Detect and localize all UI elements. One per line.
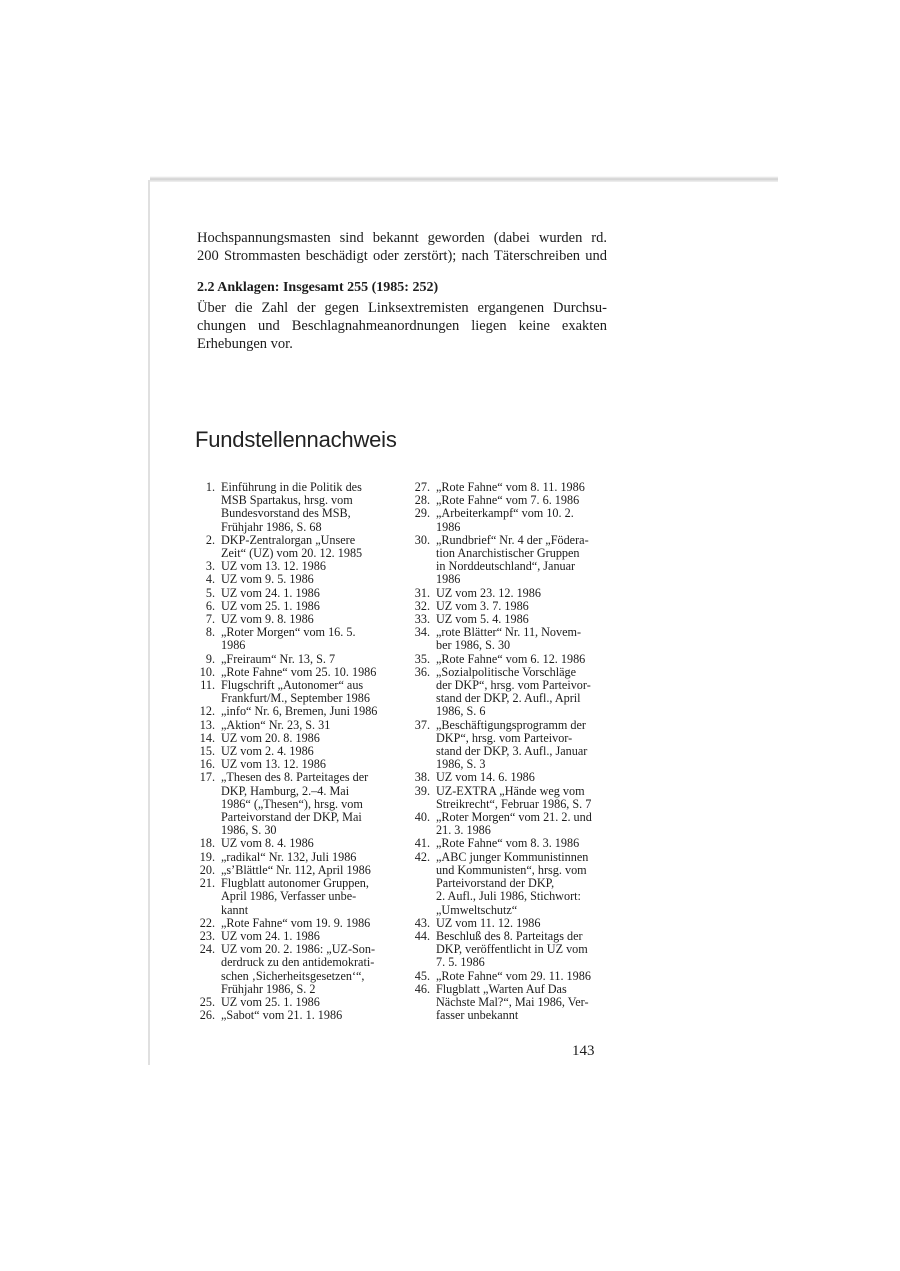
reference-number: 1.: [205, 480, 215, 494]
reference-item: [408, 771, 608, 784]
reference-item: [408, 626, 608, 652]
scan-edge-left: [148, 180, 150, 1065]
reference-text: [436, 851, 608, 917]
reference-item: [408, 719, 608, 772]
reference-number: 6.: [205, 598, 215, 613]
reference-line: UZ-EXTRA „Hände weg vom: [436, 783, 585, 798]
reference-text: [436, 930, 608, 970]
reference-text: [221, 719, 393, 732]
reference-line: Frühjahr 1986, S. 2: [221, 981, 316, 996]
reference-line: „Sozialpolitische Vorschläge: [436, 664, 577, 679]
reference-line: MSB Spartakus, hrsg. vom: [221, 493, 353, 508]
reference-text: [436, 785, 608, 811]
reference-text: [221, 679, 393, 705]
reference-item: [408, 534, 608, 587]
reference-text: [221, 917, 393, 930]
reference-line: stand der DKP, 3. Aufl., Januar: [436, 744, 588, 759]
reference-number: 13.: [199, 717, 215, 732]
reference-line: „radikal“ Nr. 132, Juli 1986: [221, 849, 357, 864]
reference-number: 39.: [414, 783, 430, 798]
body-line: Über die Zahl der gegen Linksextremisten ergangenen Durchsu-: [197, 300, 607, 316]
reference-line: 2. Aufl., Juli 1986, Stichwort:: [436, 889, 581, 904]
reference-line: und Kommunisten“, hrsg. vom: [436, 862, 587, 877]
reference-line: stand der DKP, 2. Aufl., April: [436, 691, 581, 706]
reference-line: UZ vom 23. 12. 1986: [436, 585, 541, 600]
reference-text: [436, 534, 608, 587]
reference-line: „Umweltschutz“: [436, 902, 518, 917]
reference-line: schen ‚Sicherheitsgesetzen‘“,: [221, 968, 365, 983]
references-column-right: [408, 481, 608, 1022]
reference-line: UZ vom 24. 1. 1986: [221, 585, 320, 600]
reference-line: UZ vom 20. 2. 1986: „UZ-Son-: [221, 942, 376, 957]
reference-line: „ABC junger Kommunistinnen: [436, 849, 589, 864]
reference-item: [193, 1009, 393, 1022]
reference-line: Beschluß des 8. Parteitags der: [436, 928, 583, 943]
reference-text: [221, 943, 393, 996]
reference-line: DKP, Hamburg, 2.–4. Mai: [221, 783, 350, 798]
reference-number: 42.: [414, 849, 430, 864]
reference-number: 32.: [414, 598, 430, 613]
reference-item: [193, 917, 393, 930]
scan-edge-top: [150, 176, 778, 182]
reference-line: „s’Blättle“ Nr. 112, April 1986: [221, 862, 371, 877]
reference-line: Flugschrift „Autonomer“ aus: [221, 678, 364, 693]
reference-number: 14.: [199, 730, 215, 745]
reference-number: 16.: [199, 757, 215, 772]
reference-line: „Rote Fahne“ vom 29. 11. 1986: [436, 968, 591, 983]
reference-number: 23.: [199, 928, 215, 943]
reference-line: 1986: [436, 519, 461, 534]
reference-item: [408, 507, 608, 533]
reference-number: 37.: [414, 717, 430, 732]
reference-text: [221, 877, 393, 917]
reference-number: 31.: [414, 585, 430, 600]
reference-line: tion Anarchistischer Gruppen: [436, 546, 580, 561]
reference-line: 1986, S. 3: [436, 757, 486, 772]
reference-number: 22.: [199, 915, 215, 930]
reference-line: UZ vom 24. 1. 1986: [221, 928, 320, 943]
reference-number: 7.: [205, 612, 215, 627]
reference-number: 17.: [199, 770, 215, 785]
reference-line: UZ vom 20. 8. 1986: [221, 730, 320, 745]
reference-number: 8.: [205, 625, 215, 640]
intro-line: 200 Strommasten beschädigt oder zerstört); nach Täterschreiben und: [197, 248, 607, 264]
reference-line: UZ vom 13. 12. 1986: [221, 757, 326, 772]
reference-item: [193, 534, 393, 560]
reference-line: kannt: [221, 902, 249, 917]
reference-number: 15.: [199, 744, 215, 759]
reference-number: 36.: [414, 664, 430, 679]
reference-text: [436, 837, 608, 850]
reference-number: 21.: [199, 876, 215, 891]
reference-item: [193, 481, 393, 534]
reference-line: „Thesen des 8. Parteitages der: [221, 770, 369, 785]
body-line: Erhebungen vor.: [197, 336, 293, 352]
reference-number: 26.: [199, 1008, 215, 1023]
reference-line: Bundesvorstand des MSB,: [221, 506, 351, 521]
reference-line: Zeit“ (UZ) vom 20. 12. 1985: [221, 546, 363, 561]
reference-line: Parteivorstand der DKP, Mai: [221, 810, 362, 825]
reference-number: 38.: [414, 770, 430, 785]
reference-number: 35.: [414, 651, 430, 666]
references-column-left: [193, 481, 393, 1022]
reference-line: der DKP“, hrsg. vom Parteivor-: [436, 678, 591, 693]
reference-line: UZ vom 3. 7. 1986: [436, 598, 529, 613]
reference-line: UZ vom 14. 6. 1986: [436, 770, 535, 785]
reference-text: [436, 970, 608, 983]
reference-item: [408, 917, 608, 930]
reference-item: [193, 851, 393, 864]
reference-text: [436, 666, 608, 719]
reference-number: 3.: [205, 559, 215, 574]
reference-item: [408, 653, 608, 666]
reference-line: „Rote Fahne“ vom 25. 10. 1986: [221, 664, 377, 679]
reference-text: [436, 653, 608, 666]
reference-item: [408, 970, 608, 983]
reference-line: UZ vom 11. 12. 1986: [436, 915, 541, 930]
reference-line: 1986, S. 6: [436, 704, 486, 719]
reference-number: 41.: [414, 836, 430, 851]
reference-number: 9.: [205, 651, 215, 666]
reference-number: 28.: [414, 493, 430, 508]
reference-number: 11.: [200, 678, 215, 693]
reference-line: Flugblatt autonomer Gruppen,: [221, 876, 369, 891]
reference-number: 20.: [199, 862, 215, 877]
reference-text: [221, 851, 393, 864]
reference-line: „Beschäftigungsprogramm der: [436, 717, 586, 732]
reference-line: „Rote Fahne“ vom 6. 12. 1986: [436, 651, 586, 666]
reference-line: fasser unbekannt: [436, 1008, 519, 1023]
reference-number: 5.: [205, 585, 215, 600]
reference-item: [193, 877, 393, 917]
reference-line: „Rote Fahne“ vom 8. 3. 1986: [436, 836, 580, 851]
reference-line: „Sabot“ vom 21. 1. 1986: [221, 1008, 343, 1023]
reference-line: UZ vom 9. 8. 1986: [221, 612, 314, 627]
reference-line: Frühjahr 1986, S. 68: [221, 519, 322, 534]
body-paragraph: [197, 299, 607, 353]
reference-line: „Arbeiterkampf“ vom 10. 2.: [436, 506, 574, 521]
reference-line: Nächste Mal?“, Mai 1986, Ver-: [436, 994, 589, 1009]
reference-item: [193, 705, 393, 718]
reference-text: [221, 534, 393, 560]
reference-text: [436, 626, 608, 652]
reference-item: [408, 587, 608, 600]
reference-line: „Roter Morgen“ vom 21. 2. und: [436, 810, 592, 825]
reference-line: UZ vom 2. 4. 1986: [221, 744, 314, 759]
reference-item: [193, 587, 393, 600]
reference-line: in Norddeutschland“, Januar: [436, 559, 576, 574]
reference-line: „Rote Fahne“ vom 7. 6. 1986: [436, 493, 580, 508]
reference-number: 2.: [205, 532, 215, 547]
reference-text: [221, 626, 393, 652]
body-line: chungen und Beschlagnahmeanordnungen liegen keine exakten: [197, 318, 607, 334]
reference-number: 12.: [199, 704, 215, 719]
reference-item: [193, 837, 393, 850]
reference-text: [221, 573, 393, 586]
reference-item: [408, 666, 608, 719]
reference-item: [193, 626, 393, 652]
reference-text: [221, 705, 393, 718]
reference-line: „Freiraum“ Nr. 13, S. 7: [221, 651, 336, 666]
reference-line: Flugblatt „Warten Auf Das: [436, 981, 567, 996]
reference-line: April 1986, Verfasser unbe-: [221, 889, 357, 904]
reference-text: [221, 837, 393, 850]
reference-line: Frankfurt/M., September 1986: [221, 691, 370, 706]
reference-number: 34.: [414, 625, 430, 640]
page-number: 143: [572, 1043, 595, 1059]
reference-line: „Roter Morgen“ vom 16. 5.: [221, 625, 356, 640]
reference-item: [193, 719, 393, 732]
reference-line: Einführung in die Politik des: [221, 480, 362, 494]
reference-item: [408, 811, 608, 837]
reference-line: UZ vom 9. 5. 1986: [221, 572, 314, 587]
reference-number: 30.: [414, 532, 430, 547]
section-title: Fundstellennachweis: [195, 427, 397, 452]
reference-number: 4.: [205, 572, 215, 587]
reference-text: [221, 587, 393, 600]
reference-item: [193, 679, 393, 705]
reference-item: [408, 851, 608, 917]
reference-text: [221, 771, 393, 837]
reference-item: [193, 771, 393, 837]
reference-line: „rote Blätter“ Nr. 11, Novem-: [436, 625, 582, 640]
reference-line: 21. 3. 1986: [436, 823, 491, 838]
reference-item: [408, 930, 608, 970]
reference-number: 29.: [414, 506, 430, 521]
intro-paragraph: [197, 229, 607, 265]
reference-line: „Rundbrief“ Nr. 4 der „Födera-: [436, 532, 589, 547]
reference-line: ber 1986, S. 30: [436, 638, 511, 653]
reference-number: 27.: [414, 480, 430, 494]
reference-text: [436, 771, 608, 784]
reference-line: UZ vom 25. 1. 1986: [221, 994, 320, 1009]
reference-text: [436, 507, 608, 533]
reference-number: 18.: [199, 836, 215, 851]
reference-item: [193, 943, 393, 996]
reference-text: [221, 653, 393, 666]
reference-line: Streikrecht“, Februar 1986, S. 7: [436, 796, 592, 811]
reference-line: „info“ Nr. 6, Bremen, Juni 1986: [221, 704, 378, 719]
reference-text: [221, 481, 393, 534]
reference-line: „Rote Fahne“ vom 8. 11. 1986: [436, 480, 585, 494]
reference-item: [408, 983, 608, 1023]
reference-number: 40.: [414, 810, 430, 825]
reference-line: 1986: [436, 572, 461, 587]
reference-text: [436, 983, 608, 1023]
reference-line: DKP-Zentralorgan „Unsere: [221, 532, 356, 547]
reference-text: [436, 719, 608, 772]
reference-text: [436, 587, 608, 600]
reference-line: 1986: [221, 638, 246, 653]
reference-line: DKP, veröffentlicht in UZ vom: [436, 942, 588, 957]
reference-line: Parteivorstand der DKP,: [436, 876, 555, 891]
reference-number: 45.: [414, 968, 430, 983]
reference-number: 43.: [414, 915, 430, 930]
reference-text: [436, 811, 608, 837]
reference-text: [436, 917, 608, 930]
reference-line: „Rote Fahne“ vom 19. 9. 1986: [221, 915, 371, 930]
reference-number: 19.: [199, 849, 215, 864]
reference-item: [193, 573, 393, 586]
reference-line: 1986, S. 30: [221, 823, 277, 838]
reference-line: DKP“, hrsg. vom Parteivor-: [436, 730, 573, 745]
reference-number: 46.: [414, 981, 430, 996]
reference-line: UZ vom 5. 4. 1986: [436, 612, 529, 627]
reference-number: 25.: [199, 994, 215, 1009]
reference-line: derdruck zu den antidemokrati-: [221, 955, 375, 970]
reference-number: 33.: [414, 612, 430, 627]
section-heading: 2.2 Anklagen: Insgesamt 255 (1985: 252): [197, 280, 439, 295]
reference-number: 44.: [414, 928, 430, 943]
reference-text: [221, 1009, 393, 1022]
reference-line: 7. 5. 1986: [436, 955, 485, 970]
reference-line: UZ vom 25. 1. 1986: [221, 598, 320, 613]
reference-item: [408, 785, 608, 811]
reference-line: 1986“ („Thesen“), hrsg. vom: [221, 796, 363, 811]
reference-line: UZ vom 8. 4. 1986: [221, 836, 314, 851]
reference-item: [193, 653, 393, 666]
intro-line: Hochspannungsmasten sind bekannt geworden (dabei wurden rd.: [197, 230, 607, 246]
reference-number: 24.: [199, 942, 215, 957]
reference-number: 10.: [199, 664, 215, 679]
reference-item: [408, 837, 608, 850]
reference-line: „Aktion“ Nr. 23, S. 31: [221, 717, 331, 732]
reference-line: UZ vom 13. 12. 1986: [221, 559, 326, 574]
